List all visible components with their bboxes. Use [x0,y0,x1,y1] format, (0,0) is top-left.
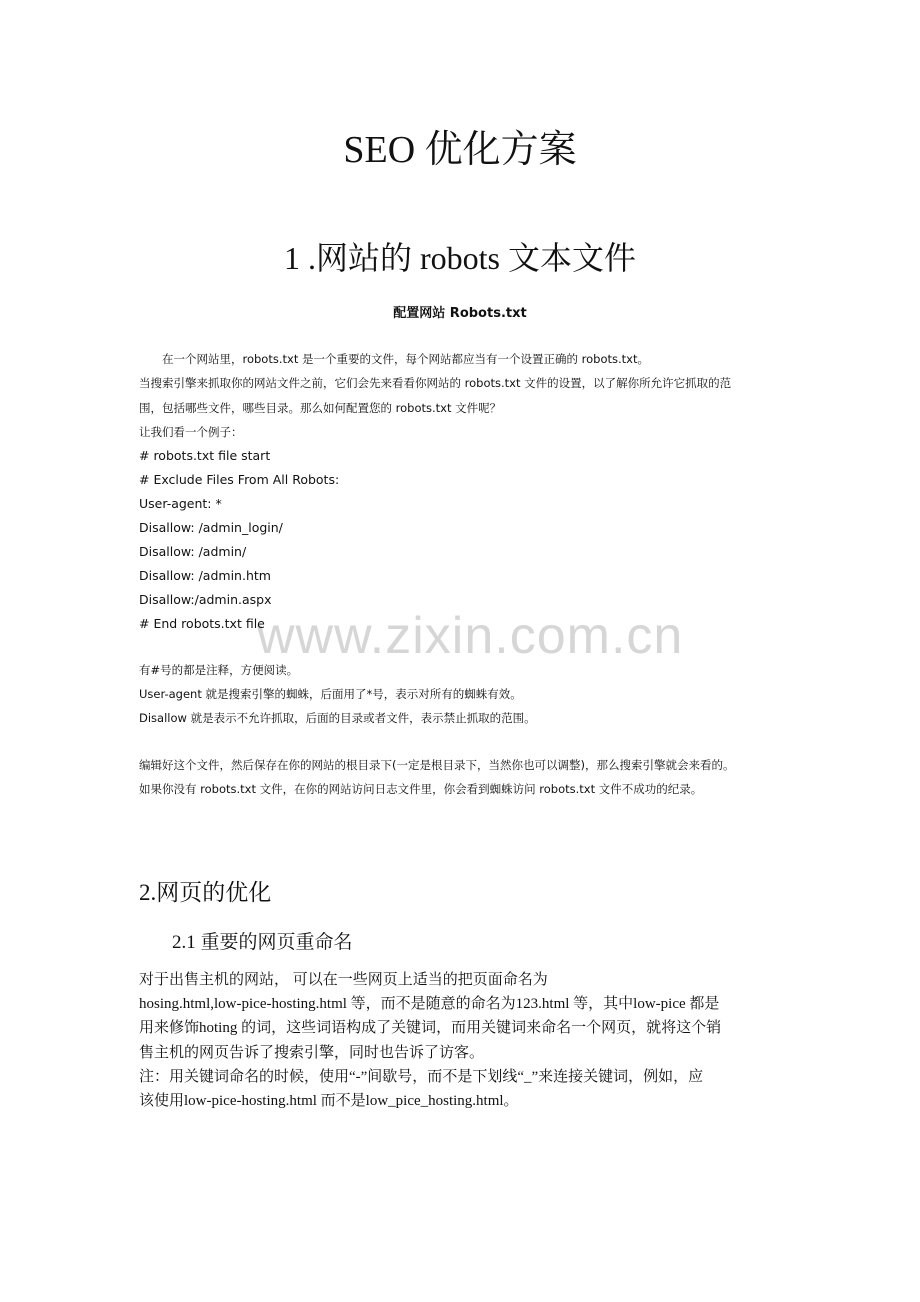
note-line: Disallow 就是表示不允许抓取，后面的目录或者文件，表示禁止抓取的范围。 [139,711,536,725]
section2-heading: 2.网页的优化 [139,880,272,905]
intro-line: 围，包括哪些文件，哪些目录。那么如何配置您的 robots.txt 文件呢？ [139,401,502,415]
body-line: 用来修饰hoting 的词，这些词语构成了关键词，而用关键词来命名一个网页，就将这个销 [139,1020,722,1036]
body-line: 注：用关键词命名的时候，使用“-”间歇号，而不是下划线“_”来连接关键词，例如，应 [139,1069,704,1085]
body-line: 售主机的网页告诉了搜索引擎，同时也告诉了访客。 [139,1045,485,1061]
body-line: 对于出售主机的网站， 可以在一些网页上适当的把页面命名为 [139,972,548,988]
section1-heading: 1 .网站的 robots 文本文件 [283,240,636,276]
intro-line: 让我们看一个例子： [139,425,243,439]
note-line: User-agent 就是搜索引擎的蜘蛛，后面用了*号，表示对所有的蜘蛛有效。 [139,687,522,701]
code-line: # Exclude Files From All Robots: [139,472,340,487]
intro-line: 当搜索引擎来抓取你的网站文件之前，它们会先来看看你网站的 robots.txt 文件的设置，以了解你所允许它抓取的范 [139,376,732,390]
code-line: Disallow: /admin/ [139,544,247,559]
body-line: 该使用low-pice-hosting.html 而不是low_pice_hosting.html。 [139,1093,519,1109]
document-title: SEO 优化方案 [343,129,577,171]
code-line: # End robots.txt file [139,616,265,631]
code-line: Disallow: /admin_login/ [139,520,283,535]
closing-line: 编辑好这个文件，然后保存在你的网站的根目录下(一定是根目录下，当然你也可以调整)，那么搜索引擎就会来看的。 [139,758,735,772]
code-line: Disallow:/admin.aspx [139,592,272,607]
code-line: User-agent: * [139,496,222,511]
body-line: hosing.html,low-pice-hosting.html 等，而不是随意的命名为123.html 等，其中low-pice 都是 [139,996,720,1012]
code-line: # robots.txt file start [139,448,271,463]
watermark: www.zixin.com.cn [257,607,684,665]
section1-subtitle: 配置网站 Robots.txt [393,306,527,321]
intro-line: 在一个网站里，robots.txt 是一个重要的文件，每个网站都应当有一个设置正确的 robots.txt。 [139,352,649,366]
section2-1-heading: 2.1 重要的网页重命名 [172,932,353,953]
closing-line: 如果你没有 robots.txt 文件，在你的网站访问日志文件里，你会看到蜘蛛访问 robots.txt 文件不成功的纪录。 [139,782,703,796]
code-line: Disallow: /admin.htm [139,568,271,583]
note-line: 有#号的都是注释，方便阅读。 [139,663,299,677]
